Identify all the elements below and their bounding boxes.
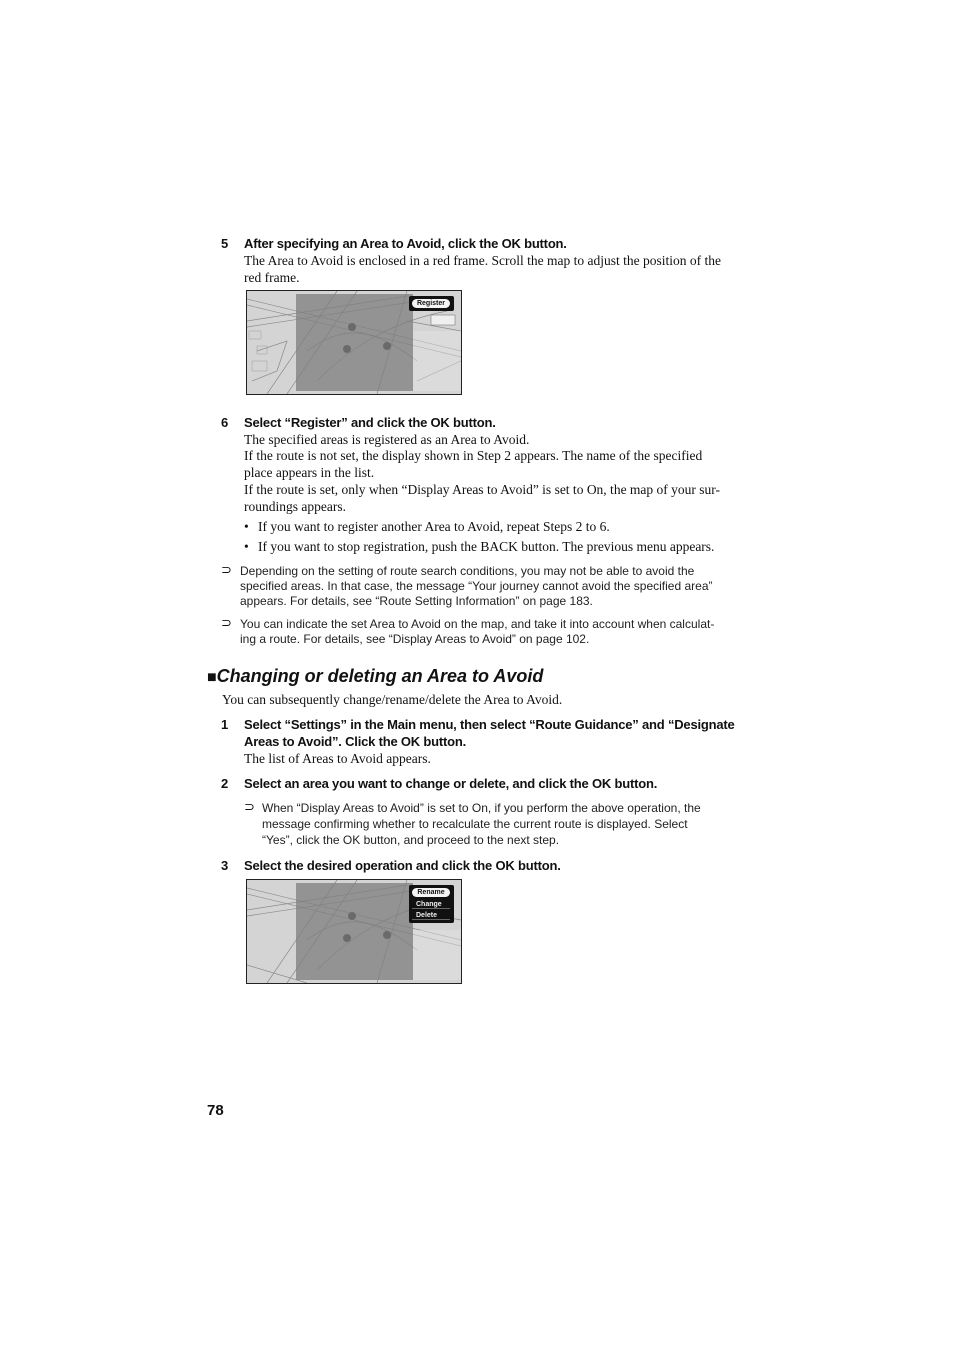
step-6-number: 6 [221,415,229,430]
step-5-body-line-2: red frame. [244,270,300,285]
sec-step-2-heading: Select an area you want to change or delete, and click the OK button. [244,776,658,791]
note-arrow-icon: ⊃ [221,616,232,631]
map-screenshot-register [246,290,462,395]
sec-step-3-number: 3 [221,858,229,873]
sec-step-1-heading-line-1: Select “Settings” in the Main menu, then select “Route Guidance” and “Designate [244,717,735,732]
section-intro: You can subsequently change/rename/delete the Area to Avoid. [222,692,563,707]
operations-popup [409,885,454,923]
section-title: Changing or deleting an Area to Avoid [216,666,544,686]
rename-button[interactable]: Rename [412,888,450,897]
change-button[interactable]: Change [412,900,450,909]
sec-step-3-heading: Select the desired operation and click the OK button. [244,858,561,873]
section-heading [207,665,543,689]
step-5-body-line-1: The Area to Avoid is enclosed in a red frame. Scroll the map to adjust the position of the [244,253,722,268]
section-marker-icon: ■ [207,669,217,686]
sec-step-2-number: 2 [221,776,229,791]
step-6-heading: Select “Register” and click the OK button. [244,415,496,430]
step-5-heading: After specifying an Area to Avoid, click the OK button. [244,236,567,251]
sec-step-2-note-line-2: message confirming whether to recalculate the current route is displayed. Select [262,817,688,831]
note-2-line-2: ing a route. For details, see “Display Areas to Avoid” on page 102. [240,632,590,646]
note-arrow-icon: ⊃ [221,563,232,578]
note-2-line-1: You can indicate the set Area to Avoid on the map, and take it into account when calculat- [240,617,715,631]
note-1-line-3: appears. For details, see “Route Setting Information” on page 183. [240,594,593,608]
map-screenshot-operations [246,879,462,984]
register-popup [409,296,454,311]
step-6-bullet-1: If you want to register another Area to Avoid, repeat Steps 2 to 6. [258,519,610,534]
bullet-dot-1: • [244,519,249,534]
sec-step-1-number: 1 [221,717,229,732]
note-1-line-1: Depending on the setting of route search conditions, you may not be able to avoid the [240,564,695,578]
note-arrow-icon: ⊃ [244,800,255,815]
sec-step-2-note-line-1: When “Display Areas to Avoid” is set to On, if you perform the above operation, the [262,801,701,815]
register-button[interactable]: Register [412,299,450,308]
step-6-line-2: If the route is not set, the display shown in Step 2 appears. The name of the specified [244,448,703,463]
note-1-line-2: specified areas. In that case, the message “Your journey cannot avoid the specified area” [240,579,713,593]
step-6-line-5: roundings appears. [244,499,346,514]
sec-step-1-heading-line-2: Areas to Avoid”. Click the OK button. [244,734,467,749]
bullet-dot-2: • [244,539,249,554]
page-number: 78 [207,1102,224,1119]
step-6-bullet-2: If you want to stop registration, push the BACK button. The previous menu appears. [258,539,715,554]
step-6-line-1: The specified areas is registered as an Area to Avoid. [244,432,530,447]
step-6-line-4: If the route is set, only when “Display Areas to Avoid” is set to On, the map of your sur- [244,482,721,497]
step-5-number: 5 [221,236,229,251]
sec-step-1-body: The list of Areas to Avoid appears. [244,751,431,766]
sec-step-2-note-line-3: “Yes”, click the OK button, and proceed to the next step. [262,833,560,847]
delete-button[interactable]: Delete [412,911,450,920]
step-6-line-3: place appears in the list. [244,465,375,480]
